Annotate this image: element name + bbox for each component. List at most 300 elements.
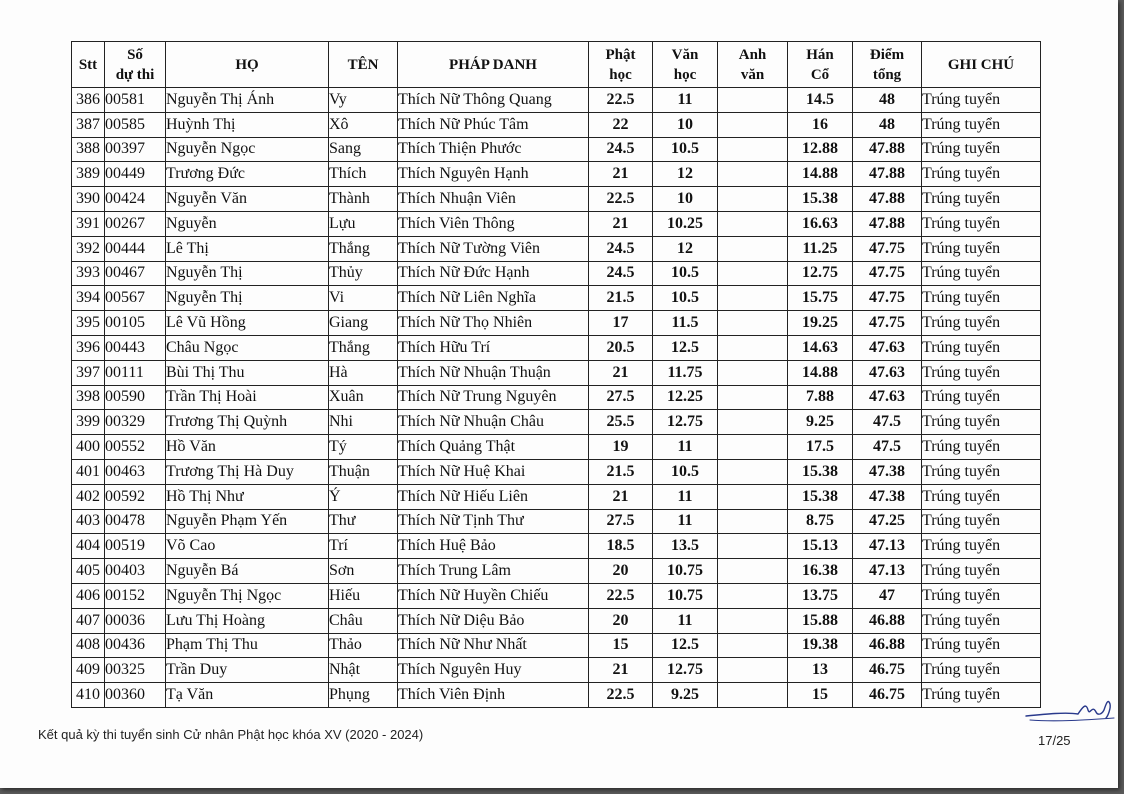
cell-ten: Thắng bbox=[329, 335, 398, 360]
cell-phap-danh: Thích Nữ Phúc Tâm bbox=[398, 112, 589, 137]
cell-ten: Ý bbox=[329, 484, 398, 509]
cell-van-hoc: 12.75 bbox=[653, 410, 718, 435]
cell-diem-tong: 47.25 bbox=[853, 509, 922, 534]
cell-phap-danh: Thích Nữ Liên Nghĩa bbox=[398, 286, 589, 311]
cell-ghi-chu: Trúng tuyển bbox=[922, 112, 1041, 137]
cell-ho: Nguyễn Ngọc bbox=[166, 137, 329, 162]
cell-anh-van bbox=[718, 385, 788, 410]
cell-phat-hoc: 20.5 bbox=[589, 335, 653, 360]
page-number: 17/25 bbox=[1038, 733, 1071, 748]
cell-phat-hoc: 21 bbox=[589, 211, 653, 236]
cell-sbd: 00443 bbox=[105, 335, 166, 360]
cell-diem-tong: 47 bbox=[853, 583, 922, 608]
cell-phap-danh: Thích Quảng Thật bbox=[398, 435, 589, 460]
cell-ghi-chu: Trúng tuyển bbox=[922, 484, 1041, 509]
table-header-row bbox=[72, 42, 1041, 88]
cell-van-hoc: 13.5 bbox=[653, 534, 718, 559]
cell-ghi-chu: Trúng tuyển bbox=[922, 162, 1041, 187]
cell-stt: 395 bbox=[72, 311, 105, 336]
cell-ho: Tạ Văn bbox=[166, 683, 329, 708]
cell-ho: Trần Thị Hoài bbox=[166, 385, 329, 410]
header-diem-tong: Điểm tổng bbox=[853, 42, 922, 88]
cell-stt: 390 bbox=[72, 187, 105, 212]
cell-ho: Lưu Thị Hoàng bbox=[166, 608, 329, 633]
cell-van-hoc: 10.75 bbox=[653, 583, 718, 608]
cell-han-co: 14.63 bbox=[788, 335, 853, 360]
cell-diem-tong: 47.63 bbox=[853, 385, 922, 410]
table-row bbox=[72, 509, 1041, 534]
cell-van-hoc: 9.25 bbox=[653, 683, 718, 708]
cell-ghi-chu: Trúng tuyển bbox=[922, 137, 1041, 162]
cell-han-co: 8.75 bbox=[788, 509, 853, 534]
cell-van-hoc: 10.5 bbox=[653, 261, 718, 286]
cell-han-co: 14.88 bbox=[788, 162, 853, 187]
cell-van-hoc: 11 bbox=[653, 509, 718, 534]
header-ten: TÊN bbox=[329, 42, 398, 88]
cell-ho: Nguyễn Thị Ánh bbox=[166, 88, 329, 113]
cell-ten: Trí bbox=[329, 534, 398, 559]
cell-anh-van bbox=[718, 88, 788, 113]
cell-phap-danh: Thích Thiện Phước bbox=[398, 137, 589, 162]
cell-phat-hoc: 21 bbox=[589, 484, 653, 509]
cell-stt: 410 bbox=[72, 683, 105, 708]
cell-phat-hoc: 24.5 bbox=[589, 236, 653, 261]
cell-phat-hoc: 21.5 bbox=[589, 286, 653, 311]
cell-anh-van bbox=[718, 261, 788, 286]
cell-han-co: 13.75 bbox=[788, 583, 853, 608]
cell-anh-van bbox=[718, 534, 788, 559]
cell-ghi-chu: Trúng tuyển bbox=[922, 559, 1041, 584]
cell-sbd: 00444 bbox=[105, 236, 166, 261]
cell-ho: Võ Cao bbox=[166, 534, 329, 559]
cell-sbd: 00581 bbox=[105, 88, 166, 113]
cell-ghi-chu: Trúng tuyển bbox=[922, 534, 1041, 559]
cell-anh-van bbox=[718, 236, 788, 261]
cell-ghi-chu: Trúng tuyển bbox=[922, 633, 1041, 658]
cell-ho: Phạm Thị Thu bbox=[166, 633, 329, 658]
cell-diem-tong: 47.75 bbox=[853, 261, 922, 286]
cell-sbd: 00449 bbox=[105, 162, 166, 187]
cell-phat-hoc: 24.5 bbox=[589, 261, 653, 286]
header-phap-danh: PHÁP DANH bbox=[398, 42, 589, 88]
cell-phat-hoc: 18.5 bbox=[589, 534, 653, 559]
cell-ten: Thắng bbox=[329, 236, 398, 261]
cell-anh-van bbox=[718, 608, 788, 633]
cell-ghi-chu: Trúng tuyển bbox=[922, 509, 1041, 534]
cell-anh-van bbox=[718, 633, 788, 658]
cell-phap-danh: Thích Nữ Huệ Khai bbox=[398, 459, 589, 484]
table-row bbox=[72, 459, 1041, 484]
cell-han-co: 16 bbox=[788, 112, 853, 137]
cell-phap-danh: Thích Nữ Nhuận Thuận bbox=[398, 360, 589, 385]
cell-van-hoc: 10.75 bbox=[653, 559, 718, 584]
cell-van-hoc: 11 bbox=[653, 435, 718, 460]
cell-anh-van bbox=[718, 435, 788, 460]
cell-ghi-chu: Trúng tuyển bbox=[922, 658, 1041, 683]
cell-sbd: 00519 bbox=[105, 534, 166, 559]
cell-phap-danh: Thích Nữ Diệu Bảo bbox=[398, 608, 589, 633]
cell-ghi-chu: Trúng tuyển bbox=[922, 236, 1041, 261]
cell-phat-hoc: 21.5 bbox=[589, 459, 653, 484]
cell-phat-hoc: 22.5 bbox=[589, 88, 653, 113]
cell-phap-danh: Thích Nguyên Huy bbox=[398, 658, 589, 683]
cell-ten: Xuân bbox=[329, 385, 398, 410]
cell-diem-tong: 47.75 bbox=[853, 311, 922, 336]
cell-diem-tong: 47.13 bbox=[853, 534, 922, 559]
cell-han-co: 19.38 bbox=[788, 633, 853, 658]
cell-anh-van bbox=[718, 484, 788, 509]
cell-ghi-chu: Trúng tuyển bbox=[922, 335, 1041, 360]
cell-ten: Xô bbox=[329, 112, 398, 137]
table-row bbox=[72, 286, 1041, 311]
cell-van-hoc: 10.5 bbox=[653, 459, 718, 484]
cell-van-hoc: 11.75 bbox=[653, 360, 718, 385]
cell-phap-danh: Thích Nữ Hiếu Liên bbox=[398, 484, 589, 509]
cell-ten: Thủy bbox=[329, 261, 398, 286]
cell-stt: 400 bbox=[72, 435, 105, 460]
cell-han-co: 11.25 bbox=[788, 236, 853, 261]
cell-diem-tong: 47.88 bbox=[853, 187, 922, 212]
cell-phap-danh: Thích Nhuận Viên bbox=[398, 187, 589, 212]
cell-phat-hoc: 27.5 bbox=[589, 385, 653, 410]
cell-phap-danh: Thích Trung Lâm bbox=[398, 559, 589, 584]
cell-sbd: 00152 bbox=[105, 583, 166, 608]
cell-stt: 406 bbox=[72, 583, 105, 608]
cell-van-hoc: 10.25 bbox=[653, 211, 718, 236]
cell-han-co: 14.88 bbox=[788, 360, 853, 385]
cell-phap-danh: Thích Nguyên Hạnh bbox=[398, 162, 589, 187]
cell-sbd: 00552 bbox=[105, 435, 166, 460]
cell-ten: Giang bbox=[329, 311, 398, 336]
cell-phap-danh: Thích Huệ Bảo bbox=[398, 534, 589, 559]
cell-stt: 394 bbox=[72, 286, 105, 311]
cell-phap-danh: Thích Nữ Thọ Nhiên bbox=[398, 311, 589, 336]
cell-diem-tong: 46.88 bbox=[853, 608, 922, 633]
cell-ten: Thành bbox=[329, 187, 398, 212]
cell-diem-tong: 47.88 bbox=[853, 137, 922, 162]
cell-han-co: 14.5 bbox=[788, 88, 853, 113]
header-ghi-chu: GHI CHÚ bbox=[922, 42, 1041, 88]
cell-van-hoc: 12.5 bbox=[653, 633, 718, 658]
table-row bbox=[72, 633, 1041, 658]
table-row bbox=[72, 211, 1041, 236]
cell-stt: 409 bbox=[72, 658, 105, 683]
cell-van-hoc: 10.5 bbox=[653, 137, 718, 162]
cell-phap-danh: Thích Nữ Tường Viên bbox=[398, 236, 589, 261]
cell-ho: Hồ Thị Như bbox=[166, 484, 329, 509]
cell-ho: Nguyễn Thị bbox=[166, 286, 329, 311]
cell-ghi-chu: Trúng tuyển bbox=[922, 261, 1041, 286]
cell-phap-danh: Thích Nữ Trung Nguyên bbox=[398, 385, 589, 410]
cell-van-hoc: 11.5 bbox=[653, 311, 718, 336]
cell-phap-danh: Thích Nữ Nhuận Châu bbox=[398, 410, 589, 435]
cell-diem-tong: 47.63 bbox=[853, 335, 922, 360]
cell-sbd: 00567 bbox=[105, 286, 166, 311]
cell-ghi-chu: Trúng tuyển bbox=[922, 410, 1041, 435]
cell-ho: Huỳnh Thị bbox=[166, 112, 329, 137]
cell-sbd: 00424 bbox=[105, 187, 166, 212]
cell-phap-danh: Thích Nữ Tịnh Thư bbox=[398, 509, 589, 534]
cell-diem-tong: 47.88 bbox=[853, 211, 922, 236]
cell-han-co: 16.63 bbox=[788, 211, 853, 236]
cell-diem-tong: 47.38 bbox=[853, 459, 922, 484]
cell-ten: Lựu bbox=[329, 211, 398, 236]
cell-sbd: 00436 bbox=[105, 633, 166, 658]
cell-phat-hoc: 21 bbox=[589, 658, 653, 683]
cell-diem-tong: 46.75 bbox=[853, 683, 922, 708]
cell-phat-hoc: 27.5 bbox=[589, 509, 653, 534]
cell-phap-danh: Thích Hữu Trí bbox=[398, 335, 589, 360]
cell-anh-van bbox=[718, 162, 788, 187]
header-anh-van: Anh văn bbox=[718, 42, 788, 88]
cell-ten: Châu bbox=[329, 608, 398, 633]
table-row bbox=[72, 435, 1041, 460]
cell-ho: Nguyễn Văn bbox=[166, 187, 329, 212]
cell-han-co: 7.88 bbox=[788, 385, 853, 410]
cell-phat-hoc: 22 bbox=[589, 112, 653, 137]
cell-phap-danh: Thích Nữ Thông Quang bbox=[398, 88, 589, 113]
cell-anh-van bbox=[718, 112, 788, 137]
cell-van-hoc: 10.5 bbox=[653, 286, 718, 311]
signature-icon bbox=[1016, 690, 1116, 730]
cell-stt: 405 bbox=[72, 559, 105, 584]
header-han-co: Hán Cổ bbox=[788, 42, 853, 88]
cell-ghi-chu: Trúng tuyển bbox=[922, 683, 1041, 708]
cell-phat-hoc: 22.5 bbox=[589, 583, 653, 608]
cell-stt: 388 bbox=[72, 137, 105, 162]
cell-diem-tong: 48 bbox=[853, 112, 922, 137]
cell-anh-van bbox=[718, 683, 788, 708]
table-row bbox=[72, 311, 1041, 336]
cell-sbd: 00467 bbox=[105, 261, 166, 286]
cell-ho: Châu Ngọc bbox=[166, 335, 329, 360]
table-row bbox=[72, 360, 1041, 385]
table-row bbox=[72, 335, 1041, 360]
cell-ghi-chu: Trúng tuyển bbox=[922, 286, 1041, 311]
cell-diem-tong: 47.13 bbox=[853, 559, 922, 584]
cell-ten: Nhi bbox=[329, 410, 398, 435]
cell-ten: Thuận bbox=[329, 459, 398, 484]
cell-ten: Sang bbox=[329, 137, 398, 162]
cell-sbd: 00105 bbox=[105, 311, 166, 336]
cell-ghi-chu: Trúng tuyển bbox=[922, 459, 1041, 484]
cell-ten: Sơn bbox=[329, 559, 398, 584]
cell-stt: 397 bbox=[72, 360, 105, 385]
cell-ho: Bùi Thị Thu bbox=[166, 360, 329, 385]
cell-diem-tong: 47.75 bbox=[853, 286, 922, 311]
cell-ten: Thảo bbox=[329, 633, 398, 658]
cell-sbd: 00397 bbox=[105, 137, 166, 162]
table-row bbox=[72, 658, 1041, 683]
cell-sbd: 00478 bbox=[105, 509, 166, 534]
cell-van-hoc: 12 bbox=[653, 236, 718, 261]
cell-han-co: 15.75 bbox=[788, 286, 853, 311]
footer-title: Kết quả kỳ thi tuyển sinh Cử nhân Phật học khóa XV (2020 - 2024) bbox=[38, 727, 424, 742]
cell-phat-hoc: 20 bbox=[589, 608, 653, 633]
cell-ghi-chu: Trúng tuyển bbox=[922, 187, 1041, 212]
cell-van-hoc: 12 bbox=[653, 162, 718, 187]
cell-sbd: 00325 bbox=[105, 658, 166, 683]
cell-anh-van bbox=[718, 335, 788, 360]
cell-ho: Hồ Văn bbox=[166, 435, 329, 460]
cell-phat-hoc: 19 bbox=[589, 435, 653, 460]
cell-ten: Hiếu bbox=[329, 583, 398, 608]
cell-ho: Nguyễn Phạm Yến bbox=[166, 509, 329, 534]
table-row bbox=[72, 88, 1041, 113]
table-row bbox=[72, 112, 1041, 137]
cell-han-co: 15.38 bbox=[788, 459, 853, 484]
cell-stt: 392 bbox=[72, 236, 105, 261]
cell-anh-van bbox=[718, 137, 788, 162]
table-row bbox=[72, 559, 1041, 584]
cell-ten: Tý bbox=[329, 435, 398, 460]
cell-stt: 399 bbox=[72, 410, 105, 435]
cell-stt: 401 bbox=[72, 459, 105, 484]
cell-diem-tong: 47.63 bbox=[853, 360, 922, 385]
cell-han-co: 15.38 bbox=[788, 187, 853, 212]
cell-stt: 402 bbox=[72, 484, 105, 509]
table-body bbox=[72, 88, 1041, 708]
cell-van-hoc: 12.5 bbox=[653, 335, 718, 360]
cell-van-hoc: 10 bbox=[653, 112, 718, 137]
cell-ho: Trần Duy bbox=[166, 658, 329, 683]
table-row bbox=[72, 534, 1041, 559]
table-row bbox=[72, 410, 1041, 435]
cell-stt: 393 bbox=[72, 261, 105, 286]
cell-ho: Nguyễn bbox=[166, 211, 329, 236]
cell-ghi-chu: Trúng tuyển bbox=[922, 583, 1041, 608]
header-phat-hoc: Phật học bbox=[589, 42, 653, 88]
cell-ho: Lê Vũ Hồng bbox=[166, 311, 329, 336]
table-row bbox=[72, 583, 1041, 608]
cell-phap-danh: Thích Nữ Như Nhất bbox=[398, 633, 589, 658]
cell-anh-van bbox=[718, 410, 788, 435]
cell-stt: 403 bbox=[72, 509, 105, 534]
cell-diem-tong: 47.75 bbox=[853, 236, 922, 261]
cell-ten: Phụng bbox=[329, 683, 398, 708]
header-ho: HỌ bbox=[166, 42, 329, 88]
cell-ten: Nhật bbox=[329, 658, 398, 683]
cell-ten: Vi bbox=[329, 286, 398, 311]
cell-anh-van bbox=[718, 583, 788, 608]
cell-ho: Trương Thị Hà Duy bbox=[166, 459, 329, 484]
cell-sbd: 00585 bbox=[105, 112, 166, 137]
cell-anh-van bbox=[718, 658, 788, 683]
cell-stt: 407 bbox=[72, 608, 105, 633]
cell-han-co: 15.13 bbox=[788, 534, 853, 559]
cell-diem-tong: 47.38 bbox=[853, 484, 922, 509]
cell-han-co: 13 bbox=[788, 658, 853, 683]
cell-phat-hoc: 22.5 bbox=[589, 187, 653, 212]
cell-phat-hoc: 24.5 bbox=[589, 137, 653, 162]
cell-stt: 386 bbox=[72, 88, 105, 113]
cell-han-co: 15 bbox=[788, 683, 853, 708]
cell-sbd: 00592 bbox=[105, 484, 166, 509]
cell-anh-van bbox=[718, 311, 788, 336]
cell-stt: 391 bbox=[72, 211, 105, 236]
cell-phap-danh: Thích Viên Định bbox=[398, 683, 589, 708]
cell-ghi-chu: Trúng tuyển bbox=[922, 360, 1041, 385]
cell-stt: 389 bbox=[72, 162, 105, 187]
header-sbd: Số dự thi bbox=[105, 42, 166, 88]
cell-van-hoc: 11 bbox=[653, 88, 718, 113]
cell-diem-tong: 46.88 bbox=[853, 633, 922, 658]
header-van-hoc: Văn học bbox=[653, 42, 718, 88]
cell-ghi-chu: Trúng tuyển bbox=[922, 88, 1041, 113]
cell-anh-van bbox=[718, 459, 788, 484]
cell-ho: Nguyễn Bá bbox=[166, 559, 329, 584]
cell-diem-tong: 47.5 bbox=[853, 410, 922, 435]
cell-ho: Trương Đức bbox=[166, 162, 329, 187]
cell-sbd: 00403 bbox=[105, 559, 166, 584]
cell-sbd: 00036 bbox=[105, 608, 166, 633]
header-stt: Stt bbox=[72, 42, 105, 88]
cell-ten: Thích bbox=[329, 162, 398, 187]
cell-sbd: 00329 bbox=[105, 410, 166, 435]
cell-ghi-chu: Trúng tuyển bbox=[922, 311, 1041, 336]
cell-ghi-chu: Trúng tuyển bbox=[922, 385, 1041, 410]
cell-phap-danh: Thích Nữ Huyền Chiếu bbox=[398, 583, 589, 608]
cell-phat-hoc: 20 bbox=[589, 559, 653, 584]
cell-phat-hoc: 22.5 bbox=[589, 683, 653, 708]
cell-sbd: 00590 bbox=[105, 385, 166, 410]
cell-stt: 404 bbox=[72, 534, 105, 559]
cell-anh-van bbox=[718, 509, 788, 534]
cell-phap-danh: Thích Nữ Đức Hạnh bbox=[398, 261, 589, 286]
table-row bbox=[72, 187, 1041, 212]
cell-anh-van bbox=[718, 360, 788, 385]
cell-anh-van bbox=[718, 187, 788, 212]
table-row bbox=[72, 236, 1041, 261]
cell-ghi-chu: Trúng tuyển bbox=[922, 435, 1041, 460]
cell-diem-tong: 47.5 bbox=[853, 435, 922, 460]
cell-phat-hoc: 21 bbox=[589, 360, 653, 385]
cell-phat-hoc: 17 bbox=[589, 311, 653, 336]
cell-van-hoc: 12.75 bbox=[653, 658, 718, 683]
cell-ten: Vy bbox=[329, 88, 398, 113]
cell-han-co: 12.88 bbox=[788, 137, 853, 162]
cell-anh-van bbox=[718, 286, 788, 311]
cell-stt: 387 bbox=[72, 112, 105, 137]
cell-sbd: 00360 bbox=[105, 683, 166, 708]
table-row bbox=[72, 137, 1041, 162]
cell-diem-tong: 46.75 bbox=[853, 658, 922, 683]
table-row bbox=[72, 261, 1041, 286]
cell-ghi-chu: Trúng tuyển bbox=[922, 608, 1041, 633]
cell-han-co: 17.5 bbox=[788, 435, 853, 460]
cell-ho: Trương Thị Quỳnh bbox=[166, 410, 329, 435]
table-row bbox=[72, 162, 1041, 187]
cell-phap-danh: Thích Viên Thông bbox=[398, 211, 589, 236]
cell-diem-tong: 47.88 bbox=[853, 162, 922, 187]
cell-sbd: 00111 bbox=[105, 360, 166, 385]
cell-ten: Thư bbox=[329, 509, 398, 534]
results-table bbox=[71, 41, 1041, 708]
cell-stt: 396 bbox=[72, 335, 105, 360]
cell-ghi-chu: Trúng tuyển bbox=[922, 211, 1041, 236]
cell-han-co: 19.25 bbox=[788, 311, 853, 336]
cell-stt: 408 bbox=[72, 633, 105, 658]
cell-ho: Nguyễn Thị Ngọc bbox=[166, 583, 329, 608]
cell-diem-tong: 48 bbox=[853, 88, 922, 113]
table-row bbox=[72, 385, 1041, 410]
cell-van-hoc: 11 bbox=[653, 608, 718, 633]
cell-han-co: 12.75 bbox=[788, 261, 853, 286]
cell-sbd: 00463 bbox=[105, 459, 166, 484]
table-row bbox=[72, 608, 1041, 633]
cell-han-co: 16.38 bbox=[788, 559, 853, 584]
cell-han-co: 15.38 bbox=[788, 484, 853, 509]
